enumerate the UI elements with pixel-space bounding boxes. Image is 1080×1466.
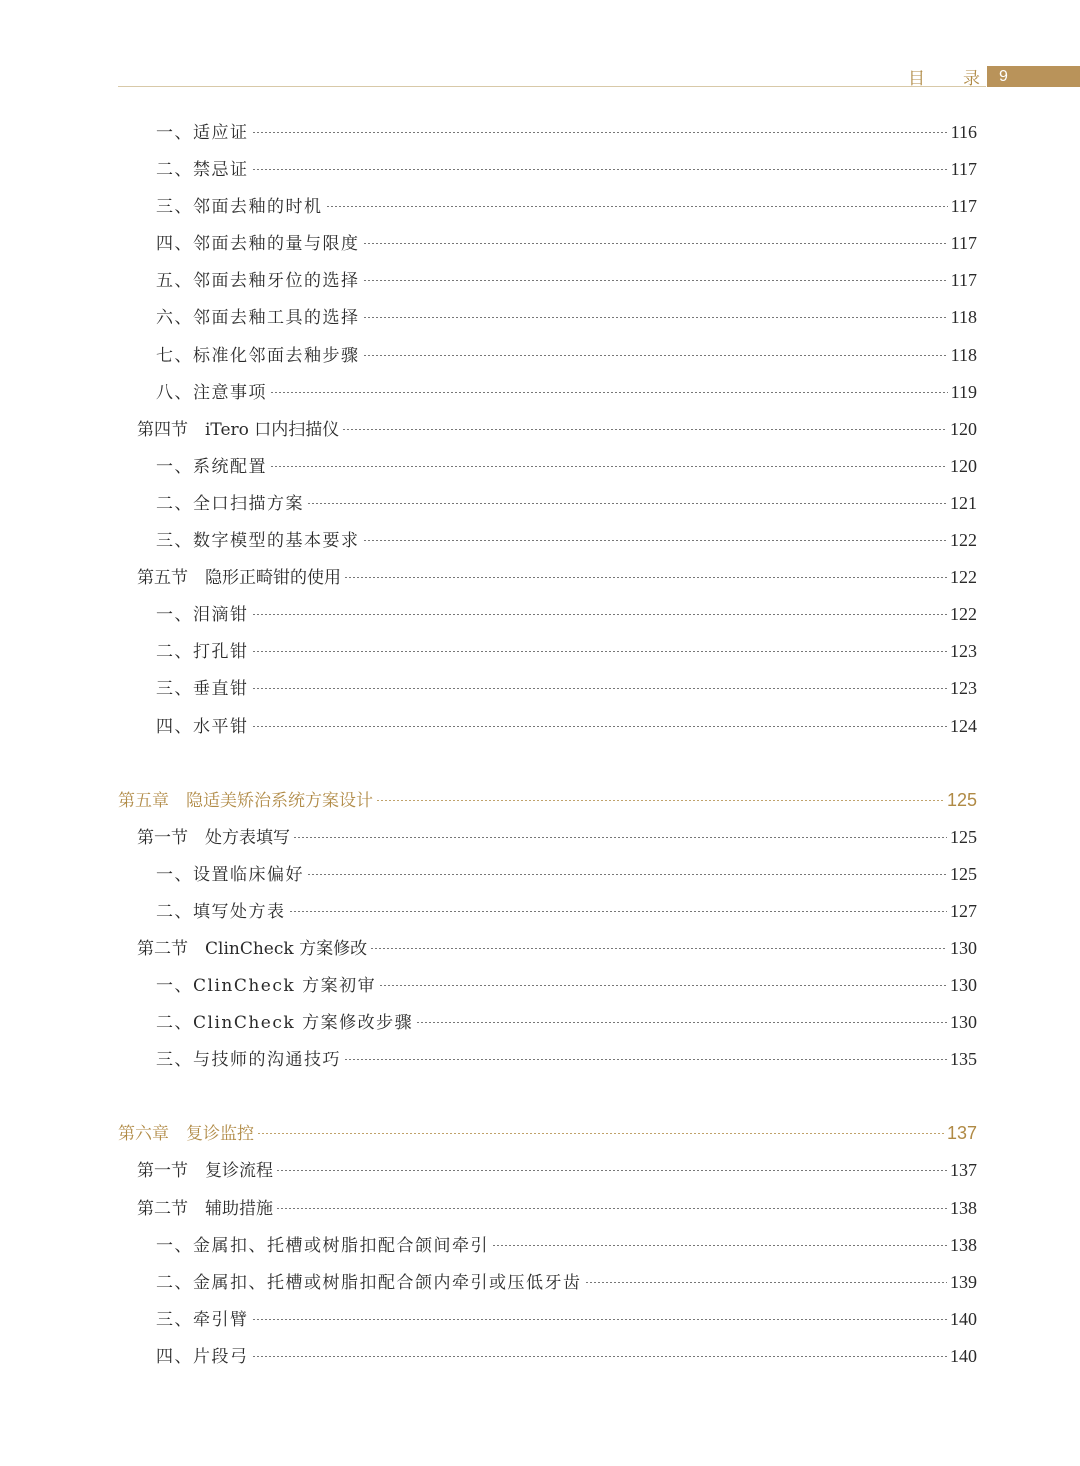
toc-chapter-entry[interactable] xyxy=(118,1115,977,1152)
toc-entry-page: 123 xyxy=(950,678,977,699)
toc-section-entry[interactable] xyxy=(118,1190,977,1227)
dot-leader xyxy=(252,614,948,615)
toc-subsection-entry[interactable] xyxy=(118,188,977,225)
toc-entry-label: 一、泪滴钳 xyxy=(156,605,249,626)
toc-entry-label: 三、数字模型的基本要求 xyxy=(156,531,360,552)
toc-entry-label: 六、邻面去釉工具的选择 xyxy=(156,308,360,329)
toc-subsection-entry[interactable] xyxy=(118,708,977,745)
dot-leader xyxy=(276,1208,947,1209)
dot-leader xyxy=(344,1059,947,1060)
toc-entry-page: 117 xyxy=(950,159,977,180)
toc-entry-page: 124 xyxy=(950,715,977,736)
dot-leader xyxy=(585,1282,948,1283)
toc-subsection-entry[interactable] xyxy=(118,596,977,633)
toc-entry-label: 第五章 隐适美矫治系统方案设计 xyxy=(118,790,373,811)
toc-entry-label: 五、邻面去釉牙位的选择 xyxy=(156,271,360,292)
toc-entry-page: 118 xyxy=(950,344,977,365)
toc-entry-label: 四、片段弓 xyxy=(156,1346,249,1367)
toc-entry-label: 二、全口扫描方案 xyxy=(156,493,304,514)
toc-entry-page: 139 xyxy=(950,1271,977,1292)
toc-entry-page: 125 xyxy=(946,789,977,810)
toc-entry-page: 127 xyxy=(950,900,977,921)
toc-entry-label: 三、牵引臂 xyxy=(156,1309,249,1330)
dot-leader xyxy=(252,726,948,727)
toc-entry-label: 一、设置临床偏好 xyxy=(156,864,304,885)
toc-entry-page: 130 xyxy=(950,937,977,958)
toc-entry-page: 125 xyxy=(950,863,977,884)
dot-leader xyxy=(307,874,947,875)
dot-leader xyxy=(363,243,948,244)
toc-entry-label: 一、系统配置 xyxy=(156,456,267,477)
toc-subsection-entry[interactable] xyxy=(118,893,977,930)
dot-leader xyxy=(326,206,948,207)
toc-entry-page: 122 xyxy=(950,604,977,625)
dot-leader xyxy=(370,948,947,949)
toc-entry-page: 130 xyxy=(950,975,977,996)
header-rule xyxy=(118,86,986,87)
toc-entry-label: 二、ClinCheck 方案修改步骤 xyxy=(156,1013,414,1034)
dot-leader xyxy=(252,132,948,133)
toc-subsection-entry[interactable] xyxy=(118,299,977,336)
dot-leader xyxy=(270,466,947,467)
dot-leader xyxy=(252,1319,948,1320)
toc-subsection-entry[interactable] xyxy=(118,485,977,522)
toc-entry-label: 二、禁忌证 xyxy=(156,160,249,181)
dot-leader xyxy=(307,503,947,504)
toc-section-entry[interactable] xyxy=(118,819,977,856)
toc-entry-page: 130 xyxy=(950,1012,977,1033)
header-title xyxy=(908,64,980,88)
toc-entry-label: 三、与技师的沟通技巧 xyxy=(156,1050,341,1071)
toc-subsection-entry[interactable] xyxy=(118,1041,977,1078)
toc-entry-page: 121 xyxy=(950,492,977,513)
toc-subsection-entry[interactable] xyxy=(118,1338,977,1375)
toc-subsection-entry[interactable] xyxy=(118,1264,977,1301)
table-of-contents xyxy=(118,114,977,1375)
header-title-char-1: 目 xyxy=(908,68,925,89)
page-number: 9 xyxy=(999,68,1008,85)
dot-leader xyxy=(252,651,948,652)
toc-subsection-entry[interactable] xyxy=(118,151,977,188)
toc-entry-label: 第五节 隐形正畸钳的使用 xyxy=(137,568,341,589)
dot-leader xyxy=(270,392,948,393)
toc-entry-label: 第六章 复诊监控 xyxy=(118,1124,254,1145)
toc-entry-page: 120 xyxy=(950,455,977,476)
toc-subsection-entry[interactable] xyxy=(118,448,977,485)
dot-leader xyxy=(257,1133,944,1134)
toc-entry-label: 一、ClinCheck 方案初审 xyxy=(156,976,377,997)
toc-subsection-entry[interactable] xyxy=(118,337,977,374)
toc-entry-page: 118 xyxy=(950,307,977,328)
toc-subsection-entry[interactable] xyxy=(118,1227,977,1264)
dot-leader xyxy=(342,429,947,430)
toc-entry-label: 四、邻面去釉的量与限度 xyxy=(156,234,360,255)
dot-leader xyxy=(252,169,948,170)
toc-entry-label: 三、邻面去釉的时机 xyxy=(156,197,323,218)
toc-entry-page: 117 xyxy=(950,196,977,217)
dot-leader xyxy=(363,540,948,541)
toc-entry-page: 122 xyxy=(950,530,977,551)
toc-subsection-entry[interactable] xyxy=(118,1004,977,1041)
toc-subsection-entry[interactable] xyxy=(118,856,977,893)
dot-leader xyxy=(379,985,947,986)
toc-entry-label: 二、填写处方表 xyxy=(156,901,286,922)
header-title-char-2: 录 xyxy=(963,68,980,89)
toc-entry-page: 138 xyxy=(950,1234,977,1255)
toc-subsection-entry[interactable] xyxy=(118,522,977,559)
toc-section-entry[interactable] xyxy=(118,411,977,448)
toc-subsection-entry[interactable] xyxy=(118,374,977,411)
toc-subsection-entry[interactable] xyxy=(118,225,977,262)
toc-entry-page: 116 xyxy=(950,122,977,142)
toc-entry-label: 第一节 处方表填写 xyxy=(137,827,290,848)
dot-leader xyxy=(276,1170,947,1171)
toc-entry-page: 120 xyxy=(950,418,977,439)
dot-leader xyxy=(363,355,948,356)
page-number-tab xyxy=(987,66,1080,87)
dot-leader xyxy=(363,317,948,318)
toc-subsection-entry[interactable] xyxy=(118,114,977,151)
toc-entry-label: 八、注意事项 xyxy=(156,382,267,403)
toc-entry-page: 122 xyxy=(950,567,977,588)
toc-entry-label: 一、适应证 xyxy=(156,123,249,143)
toc-entry-page: 138 xyxy=(950,1197,977,1218)
toc-section-entry[interactable] xyxy=(118,1152,977,1189)
toc-subsection-entry[interactable] xyxy=(118,1301,977,1338)
toc-entry-page: 117 xyxy=(950,270,977,291)
toc-entry-label: 第二节 辅助措施 xyxy=(137,1198,273,1219)
dot-leader xyxy=(252,1356,948,1357)
toc-entry-label: 第二节 ClinCheck 方案修改 xyxy=(137,938,368,959)
toc-subsection-entry[interactable] xyxy=(118,633,977,670)
toc-entry-page: 125 xyxy=(950,826,977,847)
dot-leader xyxy=(252,688,948,689)
dot-leader xyxy=(376,800,944,801)
dot-leader xyxy=(344,577,947,578)
toc-entry-label: 七、标准化邻面去釉步骤 xyxy=(156,345,360,366)
toc-entry-page: 137 xyxy=(950,1160,977,1181)
toc-entry-page: 140 xyxy=(950,1345,977,1366)
toc-entry-label: 四、水平钳 xyxy=(156,716,249,737)
toc-entry-page: 123 xyxy=(950,641,977,662)
dot-leader xyxy=(293,837,947,838)
toc-entry-page: 117 xyxy=(950,233,977,254)
toc-section-entry[interactable] xyxy=(118,930,977,967)
toc-entry-label: 第一节 复诊流程 xyxy=(137,1161,273,1182)
dot-leader xyxy=(492,1245,947,1246)
toc-subsection-entry[interactable] xyxy=(118,262,977,299)
toc-entry-label: 二、金属扣、托槽或树脂扣配合颌内牵引或压低牙齿 xyxy=(156,1272,582,1293)
toc-entry-page: 140 xyxy=(950,1308,977,1329)
toc-entry-label: 三、垂直钳 xyxy=(156,679,249,700)
dot-leader xyxy=(416,1022,947,1023)
toc-subsection-entry[interactable] xyxy=(118,670,977,707)
toc-entry-page: 119 xyxy=(950,381,977,402)
toc-entry-page: 137 xyxy=(946,1123,977,1144)
toc-chapter-entry[interactable] xyxy=(118,782,977,819)
toc-entry-page: 135 xyxy=(950,1049,977,1070)
toc-entry-label: 一、金属扣、托槽或树脂扣配合颌间牵引 xyxy=(156,1235,489,1256)
dot-leader xyxy=(289,911,948,912)
toc-subsection-entry[interactable] xyxy=(118,967,977,1004)
toc-section-entry[interactable] xyxy=(118,559,977,596)
toc-entry-label: 第四节 iTero 口内扫描仪 xyxy=(137,419,340,440)
dot-leader xyxy=(363,280,948,281)
toc-entry-label: 二、打孔钳 xyxy=(156,642,249,663)
